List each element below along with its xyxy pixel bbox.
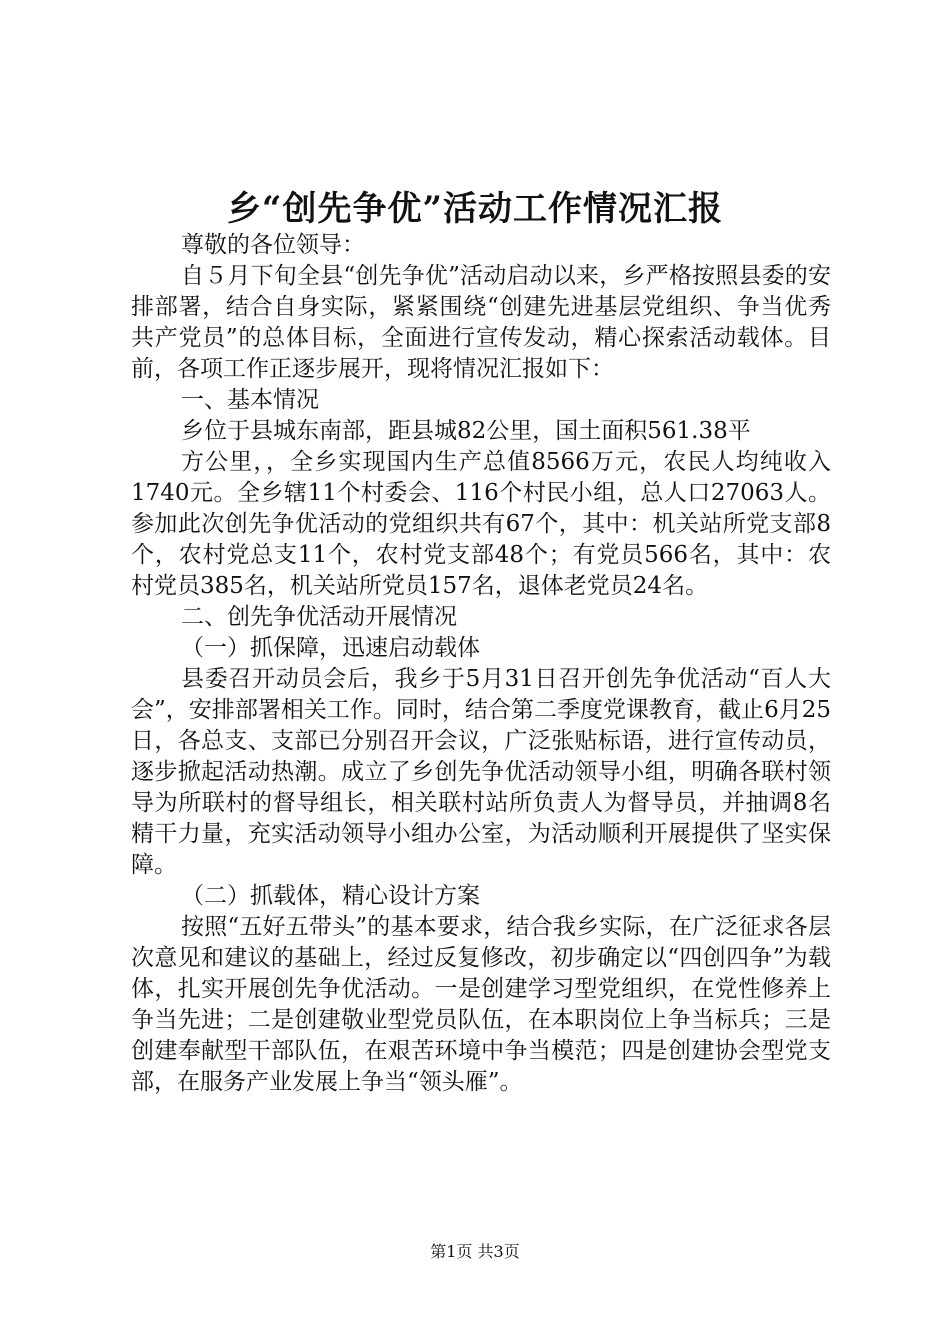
- subsection-paragraph-2: 按照“五好五带头”的基本要求，结合我乡实际，在广泛征求各层次意见和建议的基础上，经过反复修改，初步确定以“四创四争”为载体，扎实开展创先争优活动。一是创建学习型党组织，在党性修养上争当先进；二是创建敬业型党员队伍，在本职岗位上争当标兵；三是创建奉献型干部队伍，在艰苦环境中争当模范；四是创建协会型党支部，在服务产业发展上争当“领头雁”。: [131, 914, 831, 1095]
- page-footer: 第1页 共3页: [430, 1242, 520, 1261]
- section-heading-activities: 二、创先争优活动开展情况: [181, 604, 457, 630]
- document-title: 乡“创先争优”活动工作情况汇报: [226, 189, 724, 229]
- basic-paragraph-line1: 乡位于县城东南部，距县城82公里，国土面积561.38平: [181, 418, 751, 444]
- section-heading-basic: 一、基本情况: [181, 387, 319, 413]
- document-body: [131, 230, 831, 1098]
- basic-paragraph: 方公里，，全乡实现国内生产总值8566万元，农民人均纯收入1740元。全乡辖11个村委会、116个村民小组，总人口27063人。参加此次创先争优活动的党组织共有67个，其中：机关站所党支部8个，农村党总支11个，农村党支部48个；有党员566名，其中：农村党员385名，机关站所党员157名，退体老党员24名。: [131, 449, 831, 599]
- subsection-heading-2: （二）抓载体，精心设计方案: [181, 883, 480, 909]
- salutation: 尊敬的各位领导：: [181, 232, 365, 258]
- subsection-heading-1: （一）抓保障，迅速启动载体: [181, 635, 480, 661]
- subsection-paragraph-1: 县委召开动员会后，我乡于5月31日召开创先争优活动“百人大会”，安排部署相关工作。同时，结合第二季度党课教育，截止6月25日，各总支、支部已分别召开会议，广泛张贴标语，进行宣传动员，逐步掀起活动热潮。成立了乡创先争优活动领导小组，明确各联村领导为所联村的督导组长，相关联村站所负责人为督导员，并抽调8名精干力量，充实活动领导小组办公室，为活动顺利开展提供了坚实保障。: [131, 666, 831, 878]
- intro-paragraph: 自５月下旬全县“创先争优”活动启动以来，乡严格按照县委的安排部署，结合自身实际，紧紧围绕“创建先进基层党组织、争当优秀共产党员”的总体目标，全面进行宣传发动，精心探索活动载体。目前，各项工作正逐步展开，现将情况汇报如下：: [131, 263, 831, 382]
